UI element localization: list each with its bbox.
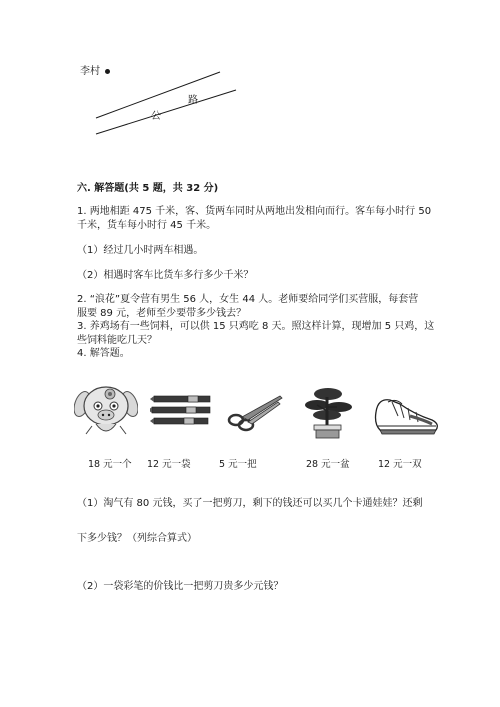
q4-sub1-line1: （1）淘气有 80 元钱，买了一把剪刀，剩下的钱还可以买几个卡通娃娃？还剩 [77, 498, 423, 509]
bonsai-image [301, 385, 355, 441]
q4-sub2: （2）一袋彩笔的价钱比一把剪刀贵多少元钱？ [77, 581, 284, 592]
shoes-image [370, 390, 442, 440]
scissors-image [226, 392, 284, 432]
price-markers: 12 元一袋 [147, 459, 191, 470]
road-diagram [0, 0, 500, 160]
q4-sub1-line2: 下多少钱？（列综合算式） [77, 533, 197, 544]
q1-line1: 1. 两地相距 475 千米，客、货两车同时从两地出发相向而行。客车每小时行 50 [77, 206, 432, 217]
q1-line2: 千米，货车每小时行 45 千米。 [77, 220, 217, 231]
price-scissors: 5 元一把 [219, 459, 257, 470]
road-edge-lower [96, 90, 236, 134]
village-label: 李村 [80, 66, 100, 77]
doll-image [74, 380, 138, 444]
q4-line1: 4. 解答题。 [77, 348, 130, 359]
price-bonsai: 28 元一盆 [306, 459, 350, 470]
road-label-lu: 路 [188, 95, 198, 106]
price-doll: 18 元一个 [88, 459, 132, 470]
q2-line1: 2. “浪花”夏令营有男生 56 人，女生 44 人。老师要给同学们买营服，每套营 [77, 294, 419, 305]
road-label-gong: 公 [151, 111, 161, 122]
q2-line2: 服要 89 元，老师至少要带多少钱去？ [77, 308, 247, 319]
q3-line2: 些饲料能吃几天？ [77, 335, 157, 346]
q1-sub2: （2）相遇时客车比货车多行多少千米？ [77, 270, 254, 281]
section-heading: 六. 解答题(共 5 题，共 32 分) [77, 183, 219, 194]
q1-sub1: （1）经过几小时两车相遇。 [77, 245, 204, 256]
price-shoes: 12 元一双 [378, 459, 422, 470]
q3-line1: 3. 养鸡场有一些饲料，可以供 15 只鸡吃 8 天。照这样计算，现增加 5 只鸡，这 [77, 321, 435, 332]
markers-image [150, 392, 214, 432]
